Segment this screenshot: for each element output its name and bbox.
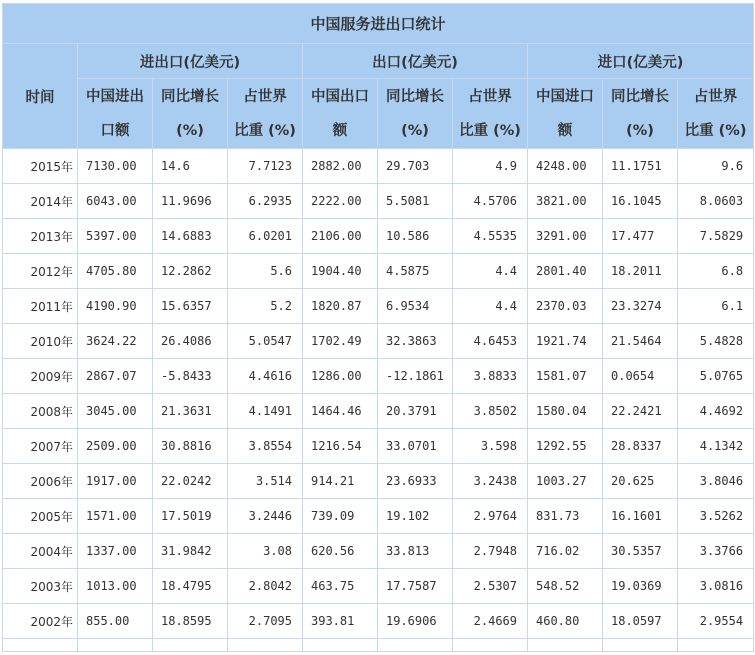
table-row	[3, 219, 754, 254]
total-amount-cell: 5397.00	[78, 219, 153, 254]
export-growth-cell: -12.1861	[378, 359, 453, 394]
import-share-cell: 3.0816	[678, 569, 754, 604]
table-row-partial	[3, 639, 754, 652]
import-growth-cell: 0.0654	[603, 359, 678, 394]
total-share-cell: 2.7095	[228, 604, 303, 639]
table-row	[3, 184, 754, 219]
total-amount-cell: 6043.00	[78, 184, 153, 219]
total-amount-cell: 3045.00	[78, 394, 153, 429]
total-share-cell: 3.514	[228, 464, 303, 499]
table-row	[3, 604, 754, 639]
import-share-cell: 4.4692	[678, 394, 754, 429]
total-amount-cell: 1917.00	[78, 464, 153, 499]
empty-cell	[228, 639, 303, 652]
import-amount-cell: 3291.00	[528, 219, 603, 254]
subheader-import-share	[678, 79, 754, 149]
total-amount-cell: 4190.90	[78, 289, 153, 324]
export-amount-cell: 1820.87	[303, 289, 378, 324]
year-cell: 2013年	[3, 219, 78, 254]
export-amount-cell: 739.09	[303, 499, 378, 534]
export-share-cell: 2.9764	[453, 499, 528, 534]
import-amount-cell: 1581.07	[528, 359, 603, 394]
export-share-cell: 3.2438	[453, 464, 528, 499]
import-growth-cell: 23.3274	[603, 289, 678, 324]
export-share-cell: 3.598	[453, 429, 528, 464]
subheader-line: 比重 (%)	[234, 122, 296, 139]
total-amount-cell: 855.00	[78, 604, 153, 639]
table-title: 中国服务进出口统计	[3, 4, 754, 44]
total-growth-cell: 17.5019	[153, 499, 228, 534]
import-share-cell: 4.1342	[678, 429, 754, 464]
export-growth-cell: 20.3791	[378, 394, 453, 429]
total-growth-cell: 15.6357	[153, 289, 228, 324]
import-share-cell: 3.5262	[678, 499, 754, 534]
subheader-line: 比重 (%)	[684, 122, 747, 139]
total-amount-cell: 4705.80	[78, 254, 153, 289]
import-amount-cell: 716.02	[528, 534, 603, 569]
subheader-line: 中国进出	[86, 88, 144, 105]
import-amount-cell: 1921.74	[528, 324, 603, 359]
year-cell: 2005年	[3, 499, 78, 534]
total-share-cell: 7.7123	[228, 149, 303, 184]
import-growth-cell: 18.0597	[603, 604, 678, 639]
year-cell: 2015年	[3, 149, 78, 184]
export-share-cell: 3.8833	[453, 359, 528, 394]
export-share-cell: 4.4	[453, 289, 528, 324]
total-share-cell: 3.8554	[228, 429, 303, 464]
import-amount-cell: 2370.03	[528, 289, 603, 324]
subheader-import-growth	[603, 79, 678, 149]
export-amount-cell: 393.81	[303, 604, 378, 639]
subheader-line: 额	[332, 122, 348, 139]
export-growth-cell: 19.102	[378, 499, 453, 534]
table-row	[3, 394, 754, 429]
total-share-cell: 2.8042	[228, 569, 303, 604]
export-growth-cell: 33.0701	[378, 429, 453, 464]
subheader-line: 同比增长	[386, 88, 444, 105]
total-amount-cell: 7130.00	[78, 149, 153, 184]
total-amount-cell: 2867.07	[78, 359, 153, 394]
year-cell: 2004年	[3, 534, 78, 569]
export-amount-cell: 2882.00	[303, 149, 378, 184]
total-amount-cell: 1013.00	[78, 569, 153, 604]
import-growth-cell: 30.5357	[603, 534, 678, 569]
export-share-cell: 3.8502	[453, 394, 528, 429]
import-growth-cell: 18.2011	[603, 254, 678, 289]
import-growth-cell: 16.1601	[603, 499, 678, 534]
year-cell: 2003年	[3, 569, 78, 604]
subheader-import-amount	[528, 79, 603, 149]
total-share-cell: 5.6	[228, 254, 303, 289]
table-row	[3, 324, 754, 359]
export-amount-cell: 1286.00	[303, 359, 378, 394]
export-share-cell: 2.7948	[453, 534, 528, 569]
subheader-line: (%)	[626, 122, 654, 139]
export-share-cell: 4.6453	[453, 324, 528, 359]
year-cell: 2012年	[3, 254, 78, 289]
empty-cell	[678, 639, 754, 652]
empty-cell	[78, 639, 153, 652]
import-share-cell: 7.5829	[678, 219, 754, 254]
subheader-line: 额	[557, 122, 573, 139]
subheader-line: 中国进口	[536, 88, 594, 105]
empty-cell	[603, 639, 678, 652]
export-amount-cell: 620.56	[303, 534, 378, 569]
subheader-total-share	[228, 79, 303, 149]
table-row	[3, 429, 754, 464]
total-amount-cell: 1571.00	[78, 499, 153, 534]
import-growth-cell: 20.625	[603, 464, 678, 499]
export-growth-cell: 19.6906	[378, 604, 453, 639]
table-row	[3, 289, 754, 324]
import-amount-cell: 1292.55	[528, 429, 603, 464]
import-growth-cell: 19.0369	[603, 569, 678, 604]
total-growth-cell: -5.8433	[153, 359, 228, 394]
export-growth-cell: 10.586	[378, 219, 453, 254]
total-amount-cell: 2509.00	[78, 429, 153, 464]
import-growth-cell: 28.8337	[603, 429, 678, 464]
import-amount-cell: 1580.04	[528, 394, 603, 429]
subheader-line: 同比增长	[611, 88, 669, 105]
table-row	[3, 254, 754, 289]
group-header-import: 进口(亿美元)	[528, 44, 754, 79]
subheader-line: 中国出口	[311, 88, 369, 105]
export-growth-cell: 17.7587	[378, 569, 453, 604]
subheader-line: 占世界	[468, 88, 512, 105]
total-share-cell: 4.4616	[228, 359, 303, 394]
export-amount-cell: 2222.00	[303, 184, 378, 219]
subheader-export-amount	[303, 79, 378, 149]
total-growth-cell: 22.0242	[153, 464, 228, 499]
empty-cell	[528, 639, 603, 652]
import-growth-cell: 17.477	[603, 219, 678, 254]
total-share-cell: 5.2	[228, 289, 303, 324]
year-cell: 2002年	[3, 604, 78, 639]
year-cell: 2014年	[3, 184, 78, 219]
import-share-cell: 3.8046	[678, 464, 754, 499]
import-share-cell: 6.1	[678, 289, 754, 324]
empty-cell	[453, 639, 528, 652]
import-growth-cell: 16.1045	[603, 184, 678, 219]
total-share-cell: 6.2935	[228, 184, 303, 219]
total-growth-cell: 14.6	[153, 149, 228, 184]
subheader-export-share	[453, 79, 528, 149]
year-cell: 2010年	[3, 324, 78, 359]
export-amount-cell: 1464.46	[303, 394, 378, 429]
import-share-cell: 5.4828	[678, 324, 754, 359]
import-growth-cell: 22.2421	[603, 394, 678, 429]
table-row	[3, 569, 754, 604]
export-share-cell: 2.5307	[453, 569, 528, 604]
total-share-cell: 5.0547	[228, 324, 303, 359]
services-trade-table	[2, 3, 754, 652]
year-cell: 2007年	[3, 429, 78, 464]
import-share-cell: 8.0603	[678, 184, 754, 219]
export-amount-cell: 1216.54	[303, 429, 378, 464]
subheader-total-growth	[153, 79, 228, 149]
subheader-line: 比重 (%)	[459, 122, 521, 139]
subheader-line: 占世界	[693, 88, 738, 105]
export-growth-cell: 23.6933	[378, 464, 453, 499]
total-growth-cell: 21.3631	[153, 394, 228, 429]
export-growth-cell: 29.703	[378, 149, 453, 184]
group-header-total: 进出口(亿美元)	[78, 44, 303, 79]
export-share-cell: 2.4669	[453, 604, 528, 639]
empty-cell	[3, 639, 78, 652]
table-row	[3, 359, 754, 394]
year-cell: 2006年	[3, 464, 78, 499]
total-share-cell: 3.08	[228, 534, 303, 569]
subheader-line: 口额	[100, 122, 130, 139]
total-growth-cell: 14.6883	[153, 219, 228, 254]
total-share-cell: 4.1491	[228, 394, 303, 429]
subheader-export-growth	[378, 79, 453, 149]
table-row	[3, 149, 754, 184]
empty-cell	[378, 639, 453, 652]
export-growth-cell: 32.3863	[378, 324, 453, 359]
import-amount-cell: 3821.00	[528, 184, 603, 219]
export-growth-cell: 5.5081	[378, 184, 453, 219]
import-share-cell: 5.0765	[678, 359, 754, 394]
total-growth-cell: 11.9696	[153, 184, 228, 219]
year-cell: 2011年	[3, 289, 78, 324]
total-growth-cell: 18.4795	[153, 569, 228, 604]
total-share-cell: 6.0201	[228, 219, 303, 254]
import-amount-cell: 1003.27	[528, 464, 603, 499]
export-share-cell: 4.5706	[453, 184, 528, 219]
table-body	[3, 149, 754, 652]
import-amount-cell: 831.73	[528, 499, 603, 534]
import-amount-cell: 4248.00	[528, 149, 603, 184]
year-cell: 2008年	[3, 394, 78, 429]
export-growth-cell: 4.5875	[378, 254, 453, 289]
total-growth-cell: 30.8816	[153, 429, 228, 464]
import-share-cell: 6.8	[678, 254, 754, 289]
total-amount-cell: 3624.22	[78, 324, 153, 359]
import-amount-cell: 548.52	[528, 569, 603, 604]
subheader-total-amount	[78, 79, 153, 149]
import-amount-cell: 2801.40	[528, 254, 603, 289]
table-row	[3, 534, 754, 569]
export-amount-cell: 1702.49	[303, 324, 378, 359]
export-amount-cell: 1904.40	[303, 254, 378, 289]
import-share-cell: 3.3766	[678, 534, 754, 569]
table-row	[3, 499, 754, 534]
import-amount-cell: 460.80	[528, 604, 603, 639]
export-share-cell: 4.4	[453, 254, 528, 289]
total-growth-cell: 18.8595	[153, 604, 228, 639]
import-growth-cell: 11.1751	[603, 149, 678, 184]
subheader-line: 同比增长	[161, 88, 219, 105]
empty-cell	[153, 639, 228, 652]
import-growth-cell: 21.5464	[603, 324, 678, 359]
export-amount-cell: 914.21	[303, 464, 378, 499]
total-growth-cell: 31.9842	[153, 534, 228, 569]
total-growth-cell: 12.2862	[153, 254, 228, 289]
table-row	[3, 464, 754, 499]
export-growth-cell: 33.813	[378, 534, 453, 569]
total-amount-cell: 1337.00	[78, 534, 153, 569]
subheader-line: 占世界	[243, 88, 287, 105]
time-header: 时间	[3, 44, 78, 149]
subheader-line: (%)	[401, 122, 429, 139]
import-share-cell: 2.9554	[678, 604, 754, 639]
export-amount-cell: 2106.00	[303, 219, 378, 254]
total-share-cell: 3.2446	[228, 499, 303, 534]
group-header-export: 出口(亿美元)	[303, 44, 528, 79]
export-share-cell: 4.5535	[453, 219, 528, 254]
total-growth-cell: 26.4086	[153, 324, 228, 359]
export-growth-cell: 6.9534	[378, 289, 453, 324]
export-share-cell: 4.9	[453, 149, 528, 184]
empty-cell	[303, 639, 378, 652]
export-amount-cell: 463.75	[303, 569, 378, 604]
year-cell: 2009年	[3, 359, 78, 394]
subheader-line: (%)	[176, 122, 204, 139]
import-share-cell: 9.6	[678, 149, 754, 184]
